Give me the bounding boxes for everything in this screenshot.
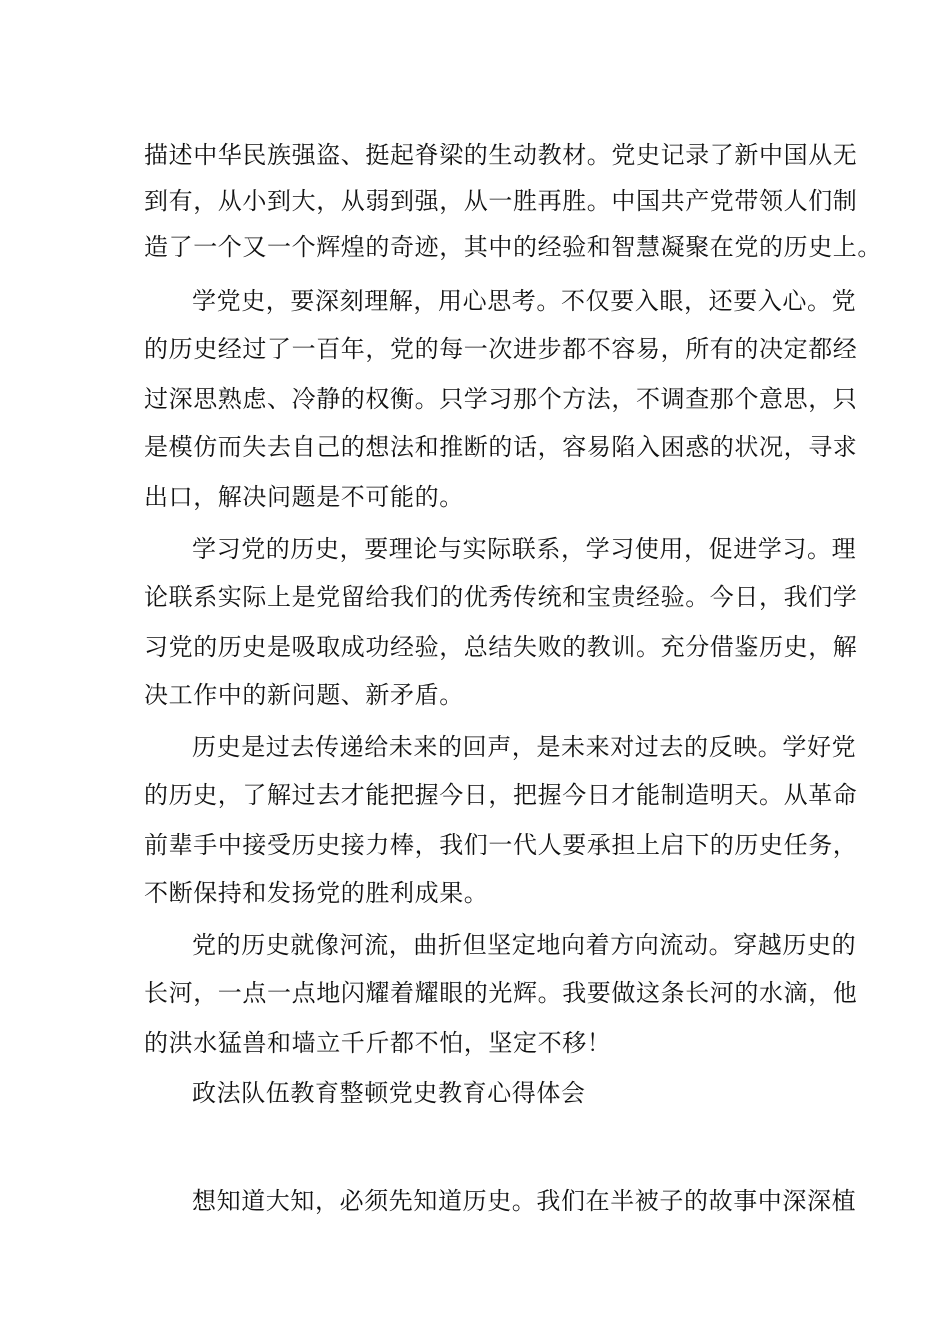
paragraph-1-line-3: 造了一个又一个辉煌的奇迹，其中的经验和智慧凝聚在党的历史上。	[144, 233, 882, 261]
paragraph-6-line-1: 想知道大知，必须先知道历史。我们在半被子的故事中深深植	[192, 1187, 857, 1215]
paragraph-5-line-3: 的洪水猛兽和墙立千斤都不怕，坚定不移！	[144, 1029, 612, 1057]
paragraph-3-line-2: 论联系实际上是党留给我们的优秀传统和宝贵经验。今日，我们学	[144, 583, 858, 611]
paragraph-2-line-2: 的历史经过了一百年，党的每一次进步都不容易，所有的决定都经	[144, 335, 858, 363]
paragraph-2-line-3: 过深思熟虑、冷静的权衡。只学习那个方法，不调查那个意思，只	[144, 385, 858, 413]
paragraph-5-line-1: 党的历史就像河流，曲折但坚定地向着方向流动。穿越历史的	[192, 931, 857, 959]
paragraph-4-line-4: 不断保持和发扬党的胜利成果。	[144, 879, 489, 907]
paragraph-3-line-3: 习党的历史是吸取成功经验，总结失败的教训。充分借鉴历史，解	[144, 633, 858, 661]
paragraph-2-line-4: 是模仿而失去自己的想法和推断的话，容易陷入困惑的状况，寻求	[144, 433, 858, 461]
paragraph-1-line-1: 描述中华民族强盗、挺起脊梁的生动教材。党史记录了新中国从无	[144, 141, 858, 169]
section-heading: 政法队伍教育整顿党史教育心得体会	[192, 1079, 586, 1107]
paragraph-2-line-1: 学党史，要深刻理解，用心思考。不仅要入眼，还要入心。党	[192, 287, 857, 315]
paragraph-1-line-2: 到有，从小到大，从弱到强，从一胜再胜。中国共产党带领人们制	[144, 187, 858, 215]
paragraph-5-line-2: 长河，一点一点地闪耀着耀眼的光辉。我要做这条长河的水滴，他	[144, 979, 858, 1007]
paragraph-4-line-2: 的历史，了解过去才能把握今日，把握今日才能制造明天。从革命	[144, 781, 858, 809]
paragraph-4-line-3: 前辈手中接受历史接力棒，我们一代人要承担上启下的历史任务，	[144, 831, 858, 859]
paragraph-2-line-5: 出口，解决问题是不可能的。	[144, 483, 464, 511]
paragraph-3-line-4: 决工作中的新问题、新矛盾。	[144, 681, 464, 709]
paragraph-3-line-1: 学习党的历史，要理论与实际联系，学习使用，促进学习。理	[192, 535, 857, 563]
paragraph-4-line-1: 历史是过去传递给未来的回声，是未来对过去的反映。学好党	[192, 733, 857, 761]
